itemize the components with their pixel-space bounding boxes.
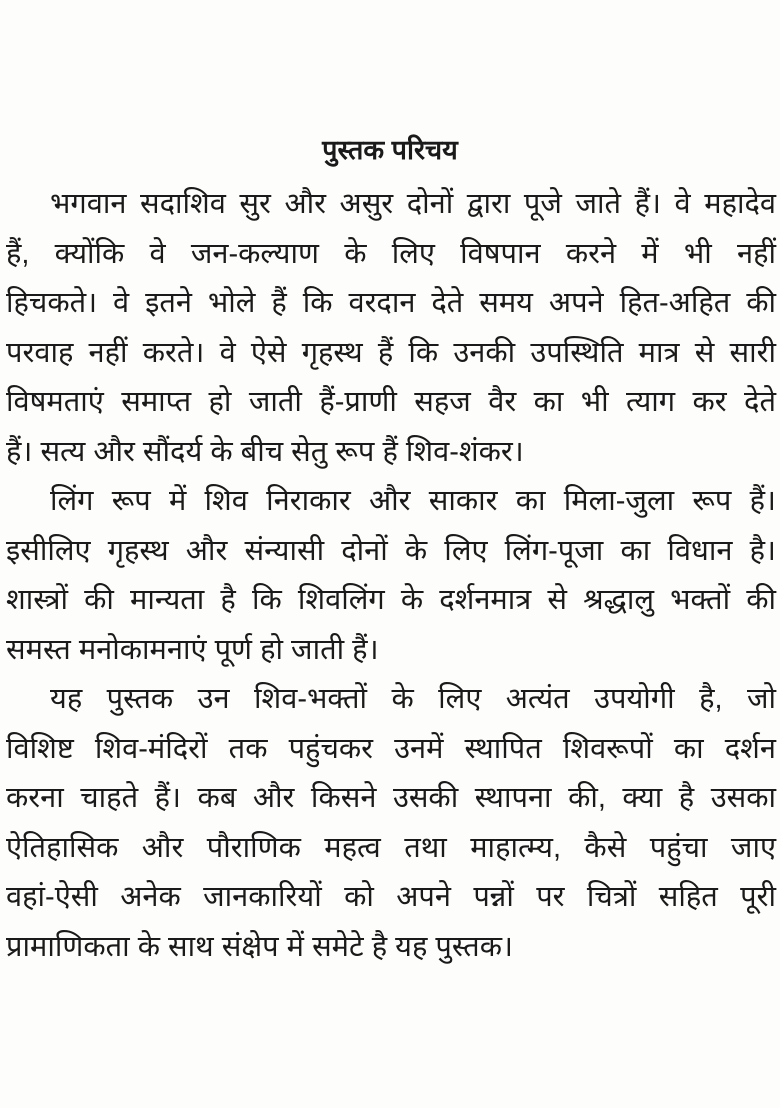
document-body: [6, 180, 776, 972]
page-title: पुस्तक परिचय: [322, 135, 458, 166]
text-line: ऐतिहासिक और पौराणिक महत्व तथा माहात्म्य, कैसे पहुंचा जाए: [6, 831, 776, 864]
text-line: भगवान सदाशिव सुर और असुर दोनों द्वारा पूजे जाते हैं। वे महादेव: [50, 188, 776, 220]
paragraph-3: [6, 675, 776, 972]
text-line: समस्त मनोकामनाएं पूर्ण हो जाती हैं।: [6, 633, 379, 666]
text-line: विशिष्ट शिव-मंदिरों तक पहुंचकर उनमें स्थापित शिवरूपों का दर्शन: [6, 732, 776, 765]
text-line: विषमताएं समाप्त हो जाती हैं-प्राणी सहज वैर का भी त्याग कर देते: [6, 386, 776, 418]
text-line: हिचकते। वे इतने भोले हैं कि वरदान देते समय अपने हित-अहित की: [6, 287, 776, 319]
text-line: यह पुस्तक उन शिव-भक्तों के लिए अत्यंत उपयोगी है, जो: [50, 683, 776, 715]
paragraph-2: [6, 477, 776, 675]
text-line: वहां-ऐसी अनेक जानकारियों को अपने पन्नों पर चित्रों सहित पूरी: [6, 881, 776, 913]
text-line: हैं, क्योंकि वे जन-कल्याण के लिए विषपान करने में भी नहीं: [6, 237, 776, 270]
text-line: करना चाहते हैं। कब और किसने उसकी स्थापना की, क्या है उसका: [6, 782, 776, 814]
paragraph-1: [6, 180, 776, 477]
text-line: शास्त्रों की मान्यता है कि शिवलिंग के दर्शनमात्र से श्रद्धालु भक्तों की: [6, 584, 776, 616]
text-line: लिंग रूप में शिव निराकार और साकार का मिला-जुला रूप हैं।: [50, 485, 776, 517]
text-line: परवाह नहीं करते। वे ऐसे गृहस्थ हैं कि उनकी उपस्थिति मात्र से सारी: [6, 336, 776, 369]
text-line: इसीलिए गृहस्थ और संन्यासी दोनों के लिए लिंग-पूजा का विधान है।: [6, 534, 776, 567]
text-line: हैं। सत्य और सौंदर्य के बीच सेतु रूप हैं शिव-शंकर।: [6, 435, 524, 468]
text-line: प्रामाणिकता के साथ संक्षेप में समेटे है यह पुस्तक।: [6, 930, 513, 963]
